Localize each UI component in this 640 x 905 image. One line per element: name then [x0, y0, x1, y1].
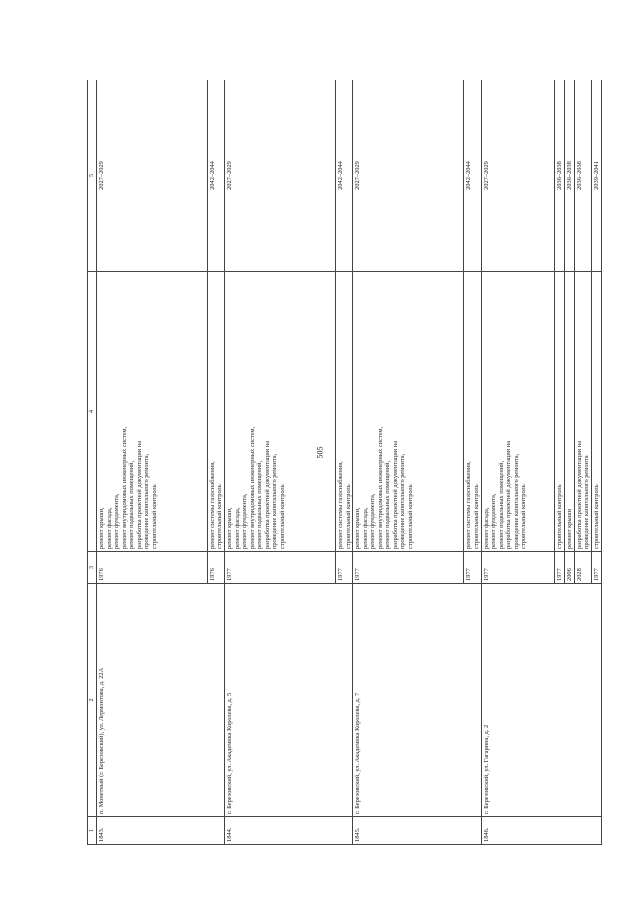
works-cell [592, 272, 602, 552]
work-item: строительный контроль [556, 484, 564, 549]
works-cell [464, 272, 481, 552]
work-item: разработка проектной документации на [505, 440, 513, 549]
work-item: ремонт крыши [566, 508, 574, 549]
work-item: разработка проектной документации на [391, 440, 399, 549]
year-cell: 1977 [481, 552, 555, 584]
table-row [97, 80, 208, 845]
work-item: ремонт внутридомовых инженерных систем, [248, 426, 256, 549]
work-item: ремонт внутридомовых инженерных систем, [120, 426, 128, 549]
column-number-cell: 2 [88, 584, 97, 817]
work-item: ремонт подвальных помещений, [256, 460, 264, 549]
year-cell: 1977 [353, 552, 464, 584]
column-number-cell: 3 [88, 552, 97, 584]
work-item: ремонт подвальных помещений, [128, 460, 136, 549]
work-item: ремонт фасада, [482, 507, 490, 549]
work-item: ремонт крыши, [354, 507, 362, 549]
work-item: разработка проектной документации на [263, 440, 271, 549]
year-cell: 2028 [574, 552, 591, 584]
work-item: ремонт фасада, [233, 507, 241, 549]
work-item: ремонт подвальных помещений, [497, 460, 505, 549]
work-item: строительный контроль [406, 484, 414, 549]
rotated-table-container [87, 80, 602, 845]
works-cell [336, 272, 353, 552]
work-item: проведение капитального ремонта, [512, 453, 520, 549]
register-table-body [88, 80, 602, 845]
period-cell: 2042–2044 [207, 80, 224, 272]
works-cell [574, 272, 591, 552]
year-cell: 1977 [336, 552, 353, 584]
work-item: ремонт подвальных помещений, [384, 460, 392, 549]
work-item: ремонт фасада, [105, 507, 113, 549]
column-number-cell: 4 [88, 272, 97, 552]
work-item: строительный контроль [593, 484, 601, 549]
work-item: ремонт крыши, [226, 507, 234, 549]
works-cell [225, 272, 336, 552]
period-cell: 2036–2038 [565, 80, 575, 272]
works-cell [353, 272, 464, 552]
column-number-row [88, 80, 97, 845]
period-cell: 2027–2029 [353, 80, 464, 272]
table-row [225, 80, 336, 845]
work-item: проведение капитального ремонта, [271, 453, 279, 549]
entry-number-cell: 1844. [225, 817, 353, 845]
work-item: проведение капитального ремонта, [143, 453, 151, 549]
works-cell [207, 272, 224, 552]
address-cell: г. Березовский, ул. Гагарина, д. 2 [481, 584, 601, 817]
work-item: ремонт фасада, [361, 507, 369, 549]
year-cell: 1977 [225, 552, 336, 584]
work-item: проведение капитального ремонта [583, 455, 591, 549]
year-cell: 1977 [592, 552, 602, 584]
period-cell: 2027–2029 [225, 80, 336, 272]
entry-number-cell: 1843. [97, 817, 225, 845]
work-item: ремонт фундамента, [113, 493, 121, 549]
work-item: ремонт фундамента, [490, 493, 498, 549]
address-cell: г. Березовский, ул. Академика Королева, д. 5 [225, 584, 353, 817]
entry-number-cell: 1845. [353, 817, 481, 845]
work-item: строительный контроль [344, 484, 352, 549]
works-cell [481, 272, 555, 552]
work-item: ремонт внутридомовых инженерных систем, [376, 426, 384, 549]
work-item: строительный контроль [150, 484, 158, 549]
year-cell: 1977 [464, 552, 481, 584]
work-item: строительный контроль [216, 484, 224, 549]
period-cell: 2036–2038 [555, 80, 565, 272]
year-cell: 1977 [555, 552, 565, 584]
table-row [481, 80, 555, 845]
works-cell [565, 272, 575, 552]
work-item: строительный контроль [278, 484, 286, 549]
works-cell [97, 272, 208, 552]
work-item: ремонт крыши, [98, 507, 106, 549]
year-cell: 1976 [207, 552, 224, 584]
page-number: 505 [315, 446, 325, 458]
column-number-cell: 5 [88, 80, 97, 272]
column-number-cell: 1 [88, 817, 97, 845]
register-table-frame [87, 80, 602, 845]
period-cell: 2027–2029 [97, 80, 208, 272]
period-cell: 2042–2044 [464, 80, 481, 272]
work-item: ремонт системы газоснабжения, [208, 461, 216, 549]
address-cell: п. Монетный (г. Березовский), ул. Лермонтова, д. 22А [97, 584, 225, 817]
entry-number-cell: 1846. [481, 817, 601, 845]
address-cell: г. Березовский, ул. Академика Королева, д. 7 [353, 584, 481, 817]
year-cell: 1976 [97, 552, 208, 584]
work-item: строительный контроль [519, 484, 527, 549]
work-item: ремонт системы газоснабжения, [465, 461, 473, 549]
period-cell: 2027–2029 [481, 80, 555, 272]
year-cell: 2006 [565, 552, 575, 584]
work-item: разработка проектной документации на [135, 440, 143, 549]
work-item: ремонт фундамента, [369, 493, 377, 549]
work-item: ремонт системы газоснабжения, [337, 461, 345, 549]
work-item: проведение капитального ремонта, [399, 453, 407, 549]
period-cell: 2036–2038 [574, 80, 591, 272]
table-row [353, 80, 464, 845]
period-cell: 2042–2044 [336, 80, 353, 272]
period-cell: 2039–2041 [592, 80, 602, 272]
register-table [87, 80, 602, 845]
work-item: разработка проектной документации на [575, 440, 583, 549]
works-cell [555, 272, 565, 552]
work-item: ремонт фундамента, [241, 493, 249, 549]
work-item: строительный контроль [472, 484, 480, 549]
